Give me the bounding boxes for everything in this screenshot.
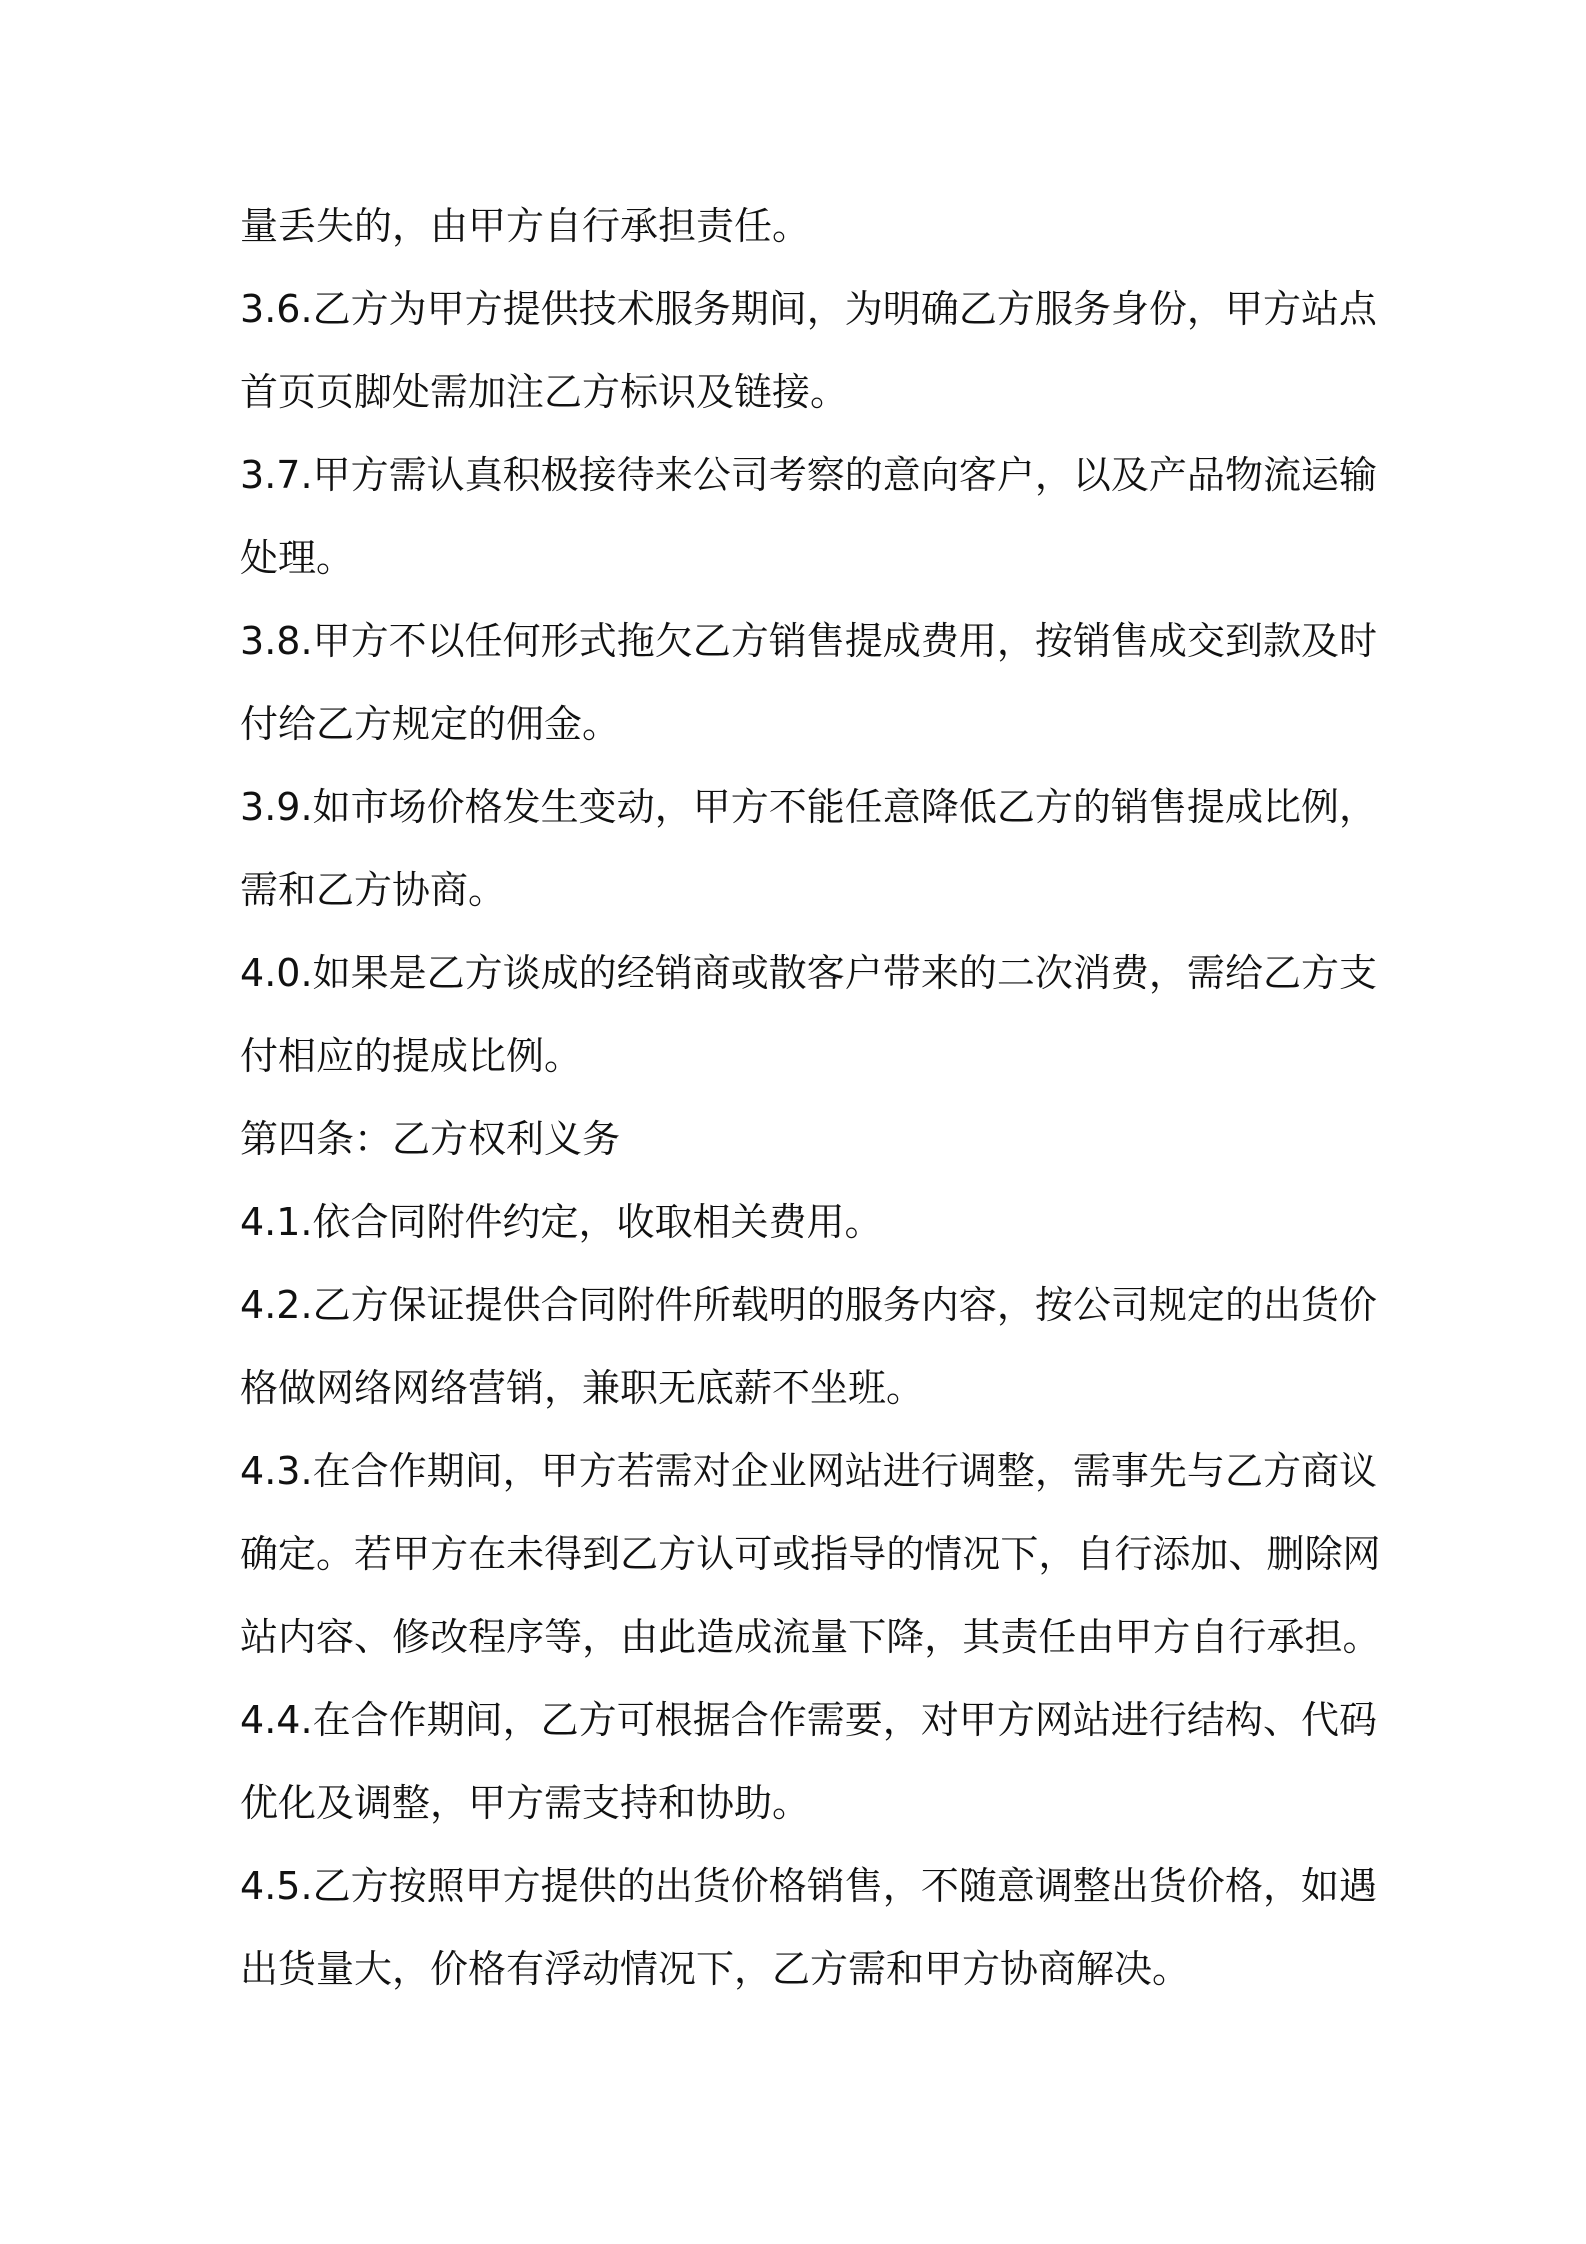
section-heading: 第四条：乙方权利义务 (240, 1117, 621, 1161)
text-line: 4.1.依合同附件约定，收取相关费用。 (240, 1200, 883, 1244)
text-line: 付相应的提成比例。 (240, 1034, 583, 1078)
text-line: 需和乙方协商。 (240, 868, 507, 912)
text-line: 4 . 4 . 在 合 作 期 间 ， 乙 方 可 根 据 合 作 需 要 ， 对 甲 方 网 站 进 行 结 构 、 代 码 (240, 1698, 1377, 1742)
text-line: 首页页脚处需加注乙方标识及链接。 (240, 370, 849, 414)
text-line: 处理。 (240, 536, 355, 580)
text-line: 确 定 。 若 甲 方 在 未 得 到 乙 方 认 可 或 指 导 的 情 况 下 ， 自 行 添 加 、 删 除 网 (240, 1532, 1381, 1576)
text-line: 3 . 7 . 甲 方 需 认 真 积 极 接 待 来 公 司 考 察 的 意 向 客 户 ， 以 及 产 品 物 流 运 输 (240, 453, 1377, 497)
text-line: 格做网络网络营销，兼职无底薪不坐班。 (240, 1366, 925, 1410)
text-line: 4 . 5 . 乙 方 按 照 甲 方 提 供 的 出 货 价 格 销 售 ， 不 随 意 调 整 出 货 价 格 ， 如 遇 (240, 1864, 1377, 1908)
text-line: 优化及调整，甲方需支持和协助。 (240, 1781, 811, 1825)
text-line: 4 . 3 . 在 合 作 期 间 ， 甲 方 若 需 对 企 业 网 站 进 行 调 整 ， 需 事 先 与 乙 方 商 议 (240, 1449, 1377, 1493)
text-line: 付给乙方规定的佣金。 (240, 702, 621, 746)
text-line: 出货量大，价格有浮动情况下，乙方需和甲方协商解决。 (240, 1947, 1191, 1991)
text-line: 4 . 0 . 如 果 是 乙 方 谈 成 的 经 销 商 或 散 客 户 带 来 的 二 次 消 费 ， 需 给 乙 方 支 (240, 951, 1377, 995)
text-line: 3 . 8 . 甲 方 不 以 任 何 形 式 拖 欠 乙 方 销 售 提 成 费 用 ， 按 销 售 成 交 到 款 及 时 (240, 619, 1377, 663)
text-line: 站 内 容 、 修 改 程 序 等 ， 由 此 造 成 流 量 下 降 ， 其 责 任 由 甲 方 自 行 承 担 。 (240, 1615, 1381, 1659)
text-line: 3 . 6 . 乙 方 为 甲 方 提 供 技 术 服 务 期 间 ， 为 明 确 乙 方 服 务 身 份 ， 甲 方 站 点 (240, 287, 1377, 331)
text-line: 量丢失的，由甲方自行承担责任。 (240, 204, 811, 248)
text-line: 3 . 9 . 如 市 场 价 格 发 生 变 动 ， 甲 方 不 能 任 意 降 低 乙 方 的 销 售 提 成 比 例 ， (240, 785, 1377, 829)
text-line: 4 . 2 . 乙 方 保 证 提 供 合 同 附 件 所 载 明 的 服 务 内 容 ， 按 公 司 规 定 的 出 货 价 (240, 1283, 1377, 1327)
document-body (240, 185, 1381, 2011)
